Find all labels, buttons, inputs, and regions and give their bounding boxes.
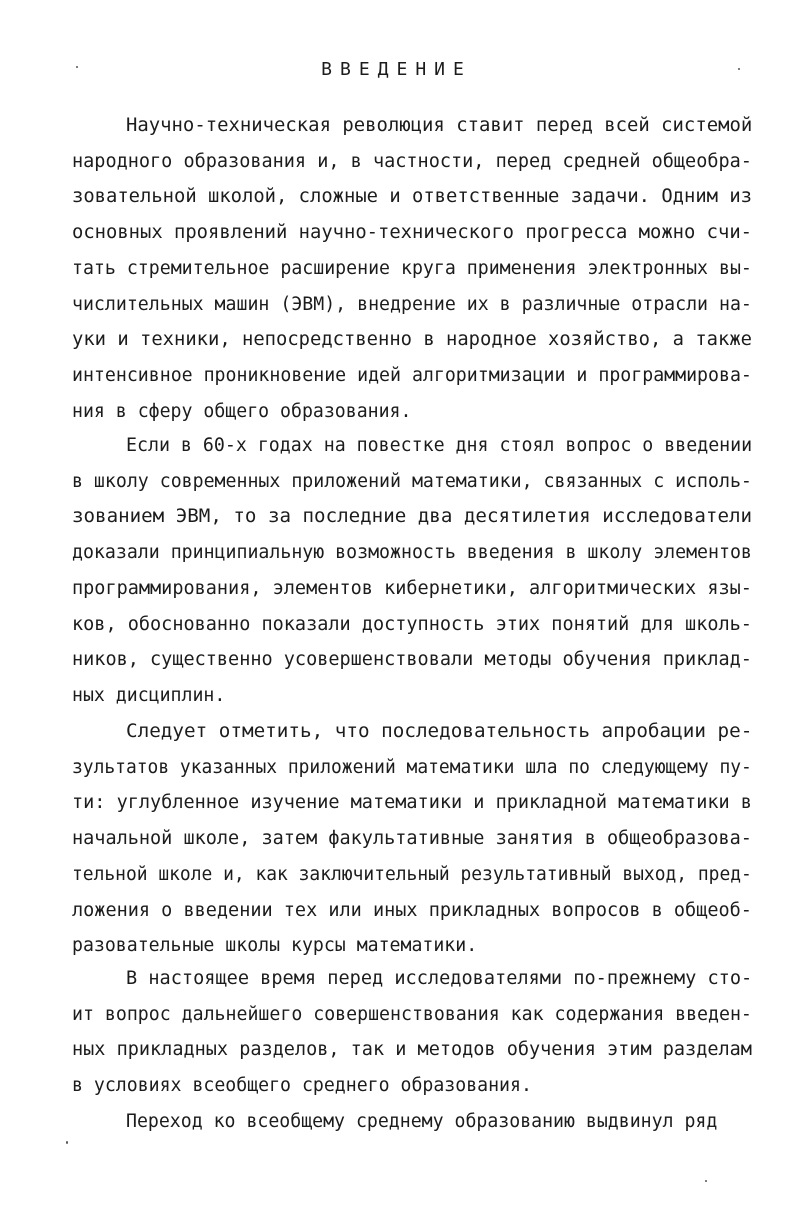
scan-speck bbox=[76, 66, 78, 68]
text-line: интенсивное проникновение идей алгоритмизации и программирова- bbox=[72, 364, 752, 386]
text-line: основных проявлений научно-технического прогресса можно счи- bbox=[72, 222, 752, 244]
text-line: Если в 60-х годах на повестке дня стоял вопрос о введении bbox=[126, 435, 753, 456]
text-line: начальной школе, затем факультативные занятия в общеобразова- bbox=[72, 828, 752, 850]
text-line: тать стремительное расширение круга применения электронных вы- bbox=[72, 257, 752, 279]
text-line: народного образования и, в частности, перед средней общеобра- bbox=[72, 150, 752, 172]
text-line: тельной школе и, как заключительный результативный выход, пред- bbox=[72, 863, 752, 885]
text-line: доказали принципиальную возможность введения в школу элементов bbox=[72, 542, 752, 564]
text-line: Переход ко всеобщему среднему образованию выдвинул ряд bbox=[126, 1111, 718, 1132]
text-line: ных дисциплин. bbox=[72, 684, 226, 706]
text-line: числительных машин (ЭВМ), внедрение их в различные отрасли на- bbox=[72, 293, 752, 315]
text-line: разовательные школы курсы математики. bbox=[72, 935, 478, 957]
scan-speck bbox=[738, 68, 740, 70]
text-line: зультатов указанных приложений математики шла по следующему пу- bbox=[72, 756, 752, 778]
text-line: в школу современных приложений математики, связанных с исполь- bbox=[72, 470, 752, 492]
text-line: В настоящее время перед исследователями по-прежнему сто- bbox=[126, 968, 753, 989]
text-line: ти: углубленное изучение математики и прикладной математики в bbox=[72, 792, 752, 814]
text-line: программирования, элементов кибернетики, алгоритмических язы- bbox=[72, 577, 752, 599]
page-title: ВВЕДЕНИЕ bbox=[321, 59, 472, 80]
text-line: в условиях всеобщего среднего образования. bbox=[72, 1075, 532, 1097]
text-line: зованием ЭВМ, то за последние два десятилетия исследователи bbox=[72, 506, 753, 528]
text-line: ит вопрос дальнейшего совершенствования как содержания введен- bbox=[72, 1003, 752, 1025]
text-line: Научно-техническая революция ставит перед всей системой bbox=[126, 115, 753, 136]
text-line: ложения о введении тех или иных прикладных вопросов в общеоб- bbox=[72, 899, 752, 921]
text-line: уки и техники, непосредственно в народное хозяйство, а также bbox=[72, 329, 752, 351]
text-line: ния в сферу общего образования. bbox=[72, 400, 412, 422]
text-line: ников, существенно усовершенствовали методы обучения приклад- bbox=[72, 649, 752, 671]
scan-speck bbox=[66, 1141, 68, 1144]
text-line: ных прикладных разделов, так и методов обучения этим разделам bbox=[72, 1039, 752, 1061]
scan-speck bbox=[705, 1180, 707, 1182]
text-line: Следует отметить, что последовательность апробации ре- bbox=[126, 721, 753, 742]
text-line: ков, обоснованно показали доступность этих понятий для школь- bbox=[72, 613, 752, 635]
text-line: зовательной школой, сложные и ответственные задачи. Одним из bbox=[72, 186, 752, 208]
